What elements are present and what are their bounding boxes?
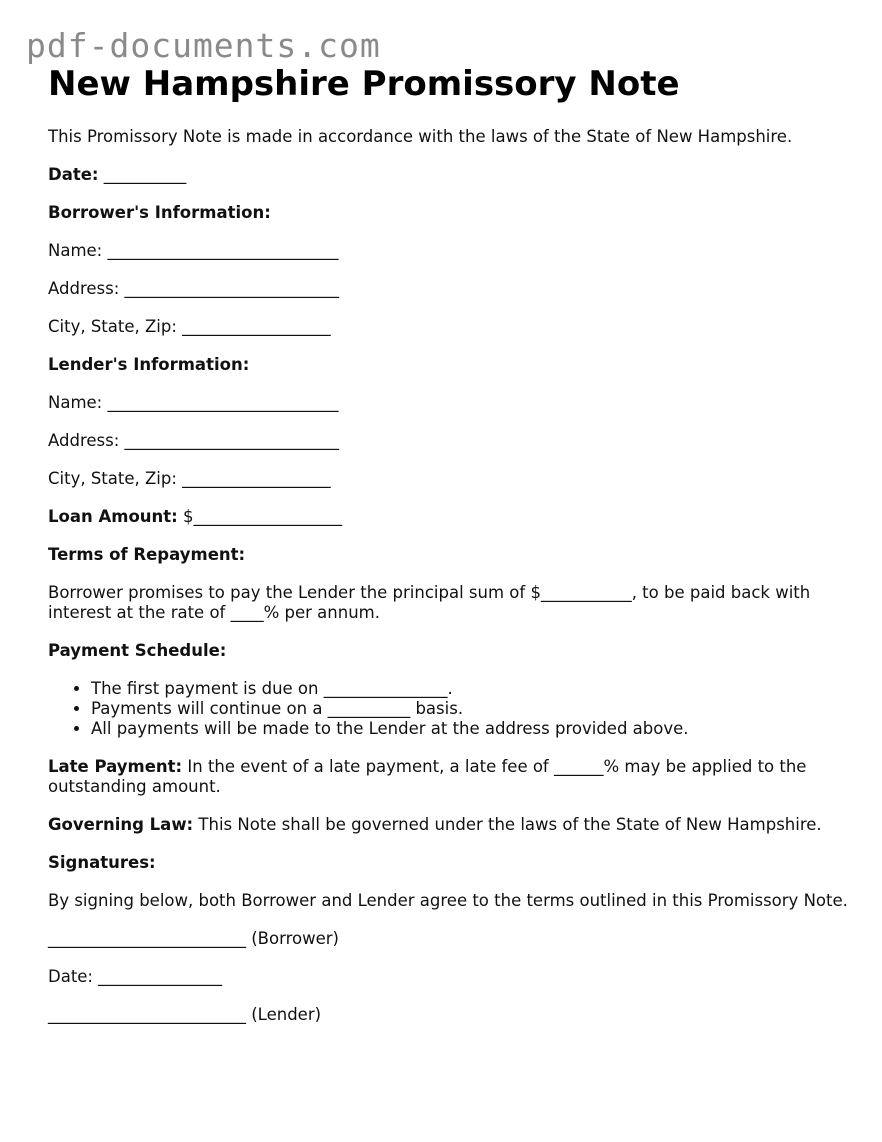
- signature-date-line: Date: _______________: [48, 967, 222, 986]
- borrower-city-field: City, State, Zip: __________________: [48, 317, 331, 336]
- date-field: [48, 165, 848, 185]
- signatures-heading: Signatures:: [48, 853, 156, 872]
- repayment-text: Borrower promises to pay the Lender the principal sum of $___________, to be paid back with interest at the rate of ____% per annum.: [48, 583, 811, 622]
- lender-address-field: Address: __________________________: [48, 431, 340, 450]
- loan-amount-blank: $__________________: [183, 507, 343, 526]
- late-payment-label: Late Payment:: [48, 757, 183, 776]
- borrower-heading: Borrower's Information:: [48, 203, 271, 222]
- late-payment-text: In the event of a late payment, a late fee of ______% may be applied to the outstanding amount.: [48, 757, 807, 796]
- borrower-name-field: Name: ____________________________: [48, 241, 339, 260]
- page-title: New Hampshire Promissory Note: [48, 64, 680, 104]
- schedule-heading: Payment Schedule:: [48, 641, 227, 660]
- repayment-heading: Terms of Repayment:: [48, 545, 246, 564]
- borrower-address-field: Address: __________________________: [48, 279, 340, 298]
- governing-law-text: This Note shall be governed under the laws of the State of New Hampshire.: [198, 815, 822, 834]
- date-blank: __________: [103, 165, 187, 184]
- lender-heading: Lender's Information:: [48, 355, 250, 374]
- signatures-text: By signing below, both Borrower and Lender agree to the terms outlined in this Promissory Note.: [48, 891, 848, 910]
- schedule-list: [48, 679, 848, 739]
- lender-city-field: City, State, Zip: __________________: [48, 469, 331, 488]
- date-label: Date:: [48, 165, 99, 184]
- governing-law-clause: [48, 815, 848, 835]
- list-item: • The first payment is due on _______________.: [91, 679, 848, 699]
- lender-signature-line: ________________________ (Lender): [48, 1005, 322, 1024]
- loan-amount-label: Loan Amount:: [48, 507, 178, 526]
- list-item: • All payments will be made to the Lender at the address provided above.: [91, 719, 848, 739]
- loan-amount-field: [48, 507, 848, 527]
- late-payment-clause: [48, 757, 848, 797]
- watermark: pdf-documents.com: [26, 26, 381, 65]
- lender-name-field: Name: ____________________________: [48, 393, 339, 412]
- borrower-signature-line: ________________________ (Borrower): [48, 929, 339, 948]
- list-item: • Payments will continue on a __________ basis.: [91, 699, 848, 719]
- document-body: [48, 62, 848, 1025]
- intro-text: This Promissory Note is made in accordance with the laws of the State of New Hampshire.: [48, 127, 793, 146]
- governing-law-label: Governing Law:: [48, 815, 194, 834]
